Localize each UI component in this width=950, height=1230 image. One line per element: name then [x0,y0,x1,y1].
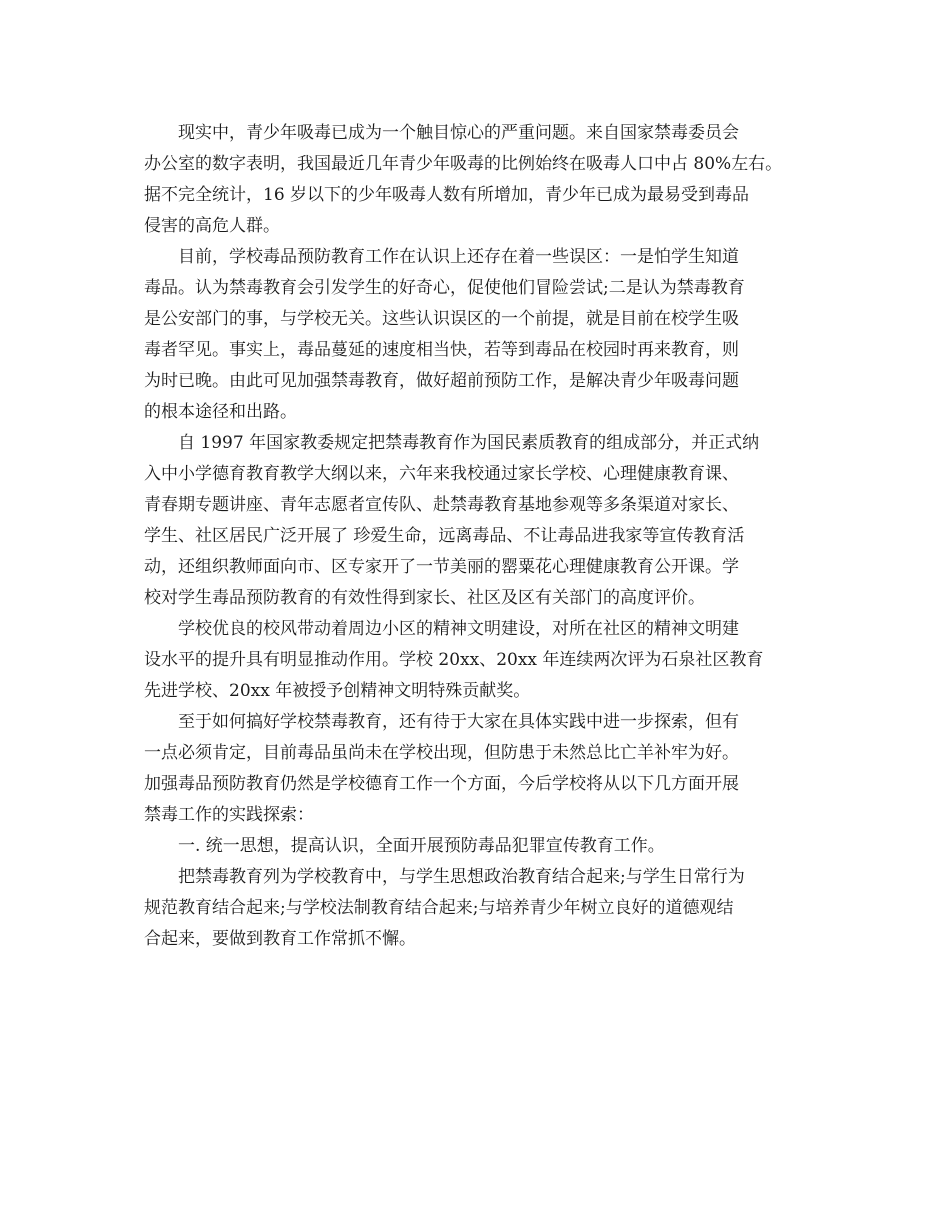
paragraph-school-awards [144,614,844,707]
text-line: 合起来，要做到教育工作常抓不懈。 [144,929,416,949]
text-line: 办公室的数字表明，我国最近几年青少年吸毒的比例始终在吸毒人口中占 80%左右。 [144,154,783,174]
text-line: 据不完全统计，16 岁以下的少年吸毒人数有所增加，青少年已成为最易受到毒品 [144,185,750,205]
document-body [144,118,844,955]
text-line: 毒品。认为禁毒教育会引发学生的好奇心，促使他们冒险尝试;二是认为禁毒教育 [144,278,745,298]
text-line: 目前，学校毒品预防教育工作在认识上还存在着一些误区：一是怕学生知道 [178,247,739,267]
text-line: 校对学生毒品预防教育的有效性得到家长、社区及区有关部门的高度评价。 [144,588,705,608]
paragraph-youth-drug-problem [144,118,844,242]
text-line: 为时已晚。由此可见加强禁毒教育，做好超前预防工作，是解决青少年吸毒问题 [144,371,739,391]
text-line: 现实中，青少年吸毒已成为一个触目惊心的严重问题。来自国家禁毒委员会 [178,123,739,143]
text-line: 动，还组织教师面向市、区专家开了一节美丽的罂粟花心理健康教育公开课。学 [144,557,739,577]
text-line: 把禁毒教育列为学校教育中，与学生思想政治教育结合起来;与学生日常行为 [178,867,745,887]
paragraph-school-programs [144,428,844,614]
text-line: 至于如何搞好学校禁毒教育，还有待于大家在具体实践中进一步探索，但有 [178,712,739,732]
text-line: 是公安部门的事，与学校无关。这些认识误区的一个前提，就是目前在校学生吸 [144,309,739,329]
text-line: 学校优良的校风带动着周边小区的精神文明建设，对所在社区的精神文明建 [178,619,739,639]
paragraph-education-integration [144,862,844,955]
heading-line: 一. 统一思想，提高认识，全面开展预防毒品犯罪宣传教育工作。 [178,836,665,856]
paragraph-future-exploration [144,707,844,831]
text-line: 青春期专题讲座、青年志愿者宣传队、赴禁毒教育基地参观等多条渠道对家长、 [144,495,739,515]
text-line: 规范教育结合起来;与学校法制教育结合起来;与培养青少年树立良好的道德观结 [144,898,734,918]
text-line: 侵害的高危人群。 [144,216,280,236]
section-heading-1 [144,831,844,862]
text-line: 禁毒工作的实践探索： [144,805,314,825]
text-line: 的根本途径和出路。 [144,402,297,422]
text-line: 学生、社区居民广泛开展了 珍爱生命，远离毒品、不让毒品进我家等宣传教育活 [144,526,745,546]
paragraph-misconceptions [144,242,844,428]
text-line: 自 1997 年国家教委规定把禁毒教育作为国民素质教育的组成部分，并正式纳 [178,433,760,453]
text-line: 入中小学德育教育教学大纲以来，六年来我校通过家长学校、心理健康教育课、 [144,464,739,484]
text-line: 毒者罕见。事实上，毒品蔓延的速度相当快，若等到毒品在校园时再来教育，则 [144,340,739,360]
text-line: 先进学校、20xx 年被授予创精神文明特殊贡献奖。 [144,681,531,701]
text-line: 加强毒品预防教育仍然是学校德育工作一个方面，今后学校将从以下几方面开展 [144,774,739,794]
text-line: 一点必须肯定，目前毒品虽尚未在学校出现，但防患于未然总比亡羊补牢为好。 [144,743,739,763]
text-line: 设水平的提升具有明显推动作用。学校 20xx、20xx 年连续两次评为石泉社区教育 [144,650,764,670]
